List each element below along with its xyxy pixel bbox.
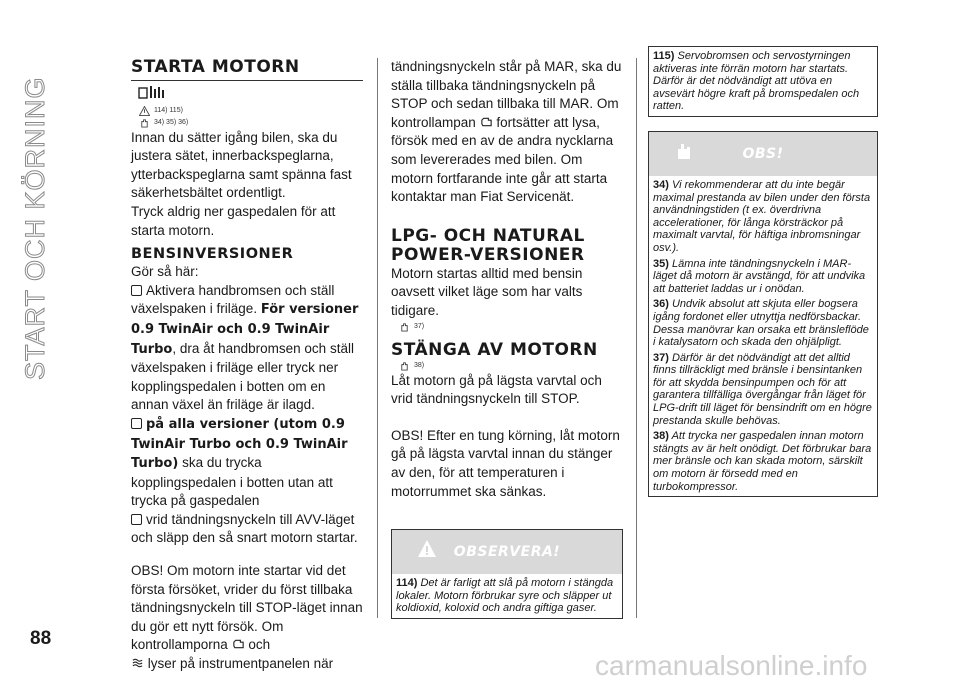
note-38-text: Att trycka ner gaspedalen innan motorn stängts av är helt onödigt. Det förbrukar bara mer bränsle och kan skada motorn, särskilt om motorn är försedd med en turbokompressor. [653, 430, 872, 493]
note-38 [649, 430, 877, 496]
preheat-lamp-icon [131, 657, 144, 669]
lpg-refs [399, 321, 625, 333]
step-2-rest: ska du trycka kopplingspedalen i botten utan att trycka på gaspedalen [131, 455, 333, 509]
column-divider [377, 58, 378, 618]
paragraph-lpg: Motorn startas alltid med bensin oavsett vilket läge som har valts tidigare. [391, 265, 583, 318]
obs-start-text: OBS! Om motorn inte startar vid det första försöket, vrider du först tillbaka tändningsnyckeln till STOP-läget innan du gör ett nytt försök. Om kontrollamporna [131, 563, 363, 653]
checkbox-bullet-icon [131, 418, 142, 429]
och-word: och [248, 637, 271, 653]
section-title-starta-motorn: STARTA MOTORN [131, 57, 300, 77]
hand-stop-icon [399, 361, 410, 371]
engine-warning-lamp-icon [232, 638, 245, 650]
note-114 [392, 574, 622, 618]
footer-watermark[interactable]: carmanualsonline.info [595, 650, 868, 681]
note-35 [649, 258, 877, 299]
column-2 [391, 58, 625, 619]
note-37 [649, 352, 877, 431]
checkbox-bullet-icon [131, 514, 142, 525]
observera-box [391, 529, 623, 619]
observera-header [392, 530, 622, 574]
stanga-ref-number: 38) [414, 361, 425, 369]
paragraph-obs-efter: OBS! Efter en tung körning, låt motorn gå på lägsta varvtal innan du stänger av den, för att temperaturen i motorrummet ska sänkas. [391, 427, 620, 499]
hand-stop-icon [399, 322, 410, 332]
fuel-icon [137, 85, 363, 105]
hand-stop-icon [139, 118, 150, 128]
warning-ref-numbers: 114) 115) [154, 106, 183, 114]
column-divider [636, 58, 637, 618]
page-number: 88 [30, 628, 52, 649]
lpg-ref-number: 37) [414, 322, 425, 330]
note-115-box [648, 46, 878, 117]
stanga-refs [399, 360, 625, 372]
heading-lpg: LPG- OCH NATURAL POWER-VERSIONER [391, 225, 585, 265]
note-refs [139, 117, 363, 129]
step-2 [131, 415, 363, 511]
step-1-text: Aktivera handbromsen och ställ växelspaken i friläge. [131, 282, 335, 317]
title-rule [131, 80, 363, 81]
note-37-number: 37) [653, 351, 669, 364]
paragraph-obs-start [131, 562, 363, 674]
column-1 [131, 58, 363, 674]
note-34-number: 34) [653, 178, 669, 191]
warning-triangle-icon [139, 106, 150, 116]
continue-text-a: tändningsnyckeln står på MAR, ska du ställa tillbaka tändningsnyckeln på STOP och sedan tillbaka till MAR. Om kontrollampan [391, 59, 622, 130]
note-35-number: 35) [653, 257, 669, 270]
step-3-text: vrid tändningsnyckeln till AVV-läget och släpp den så snart motorn startar. [131, 511, 358, 546]
step-1-bold: För versioner 0.9 TwinAir och 0.9 TwinAir Turbo [131, 302, 359, 357]
note-114-text: Det är farligt att slå på motorn i stängda lokaler. Motorn förbrukar syre och släpper ut koldioxid, koloxid och andra giftiga gaser. [396, 577, 614, 615]
note-35-text: Lämna inte tändningsnyckeln i MAR-läget då motorn är avstängd, för att undvika att batteriet laddas ur i onödan. [653, 257, 866, 295]
note-36-text: Undvik absolut att skjuta eller bogsera igång fordonet eller utnyttja nedförsbackar. Dessa manövrar kan orsaka ett bränsleflöde i katalysatorn och skada den ohjälpligt. [653, 298, 869, 349]
note-ref-numbers: 34) 35) 36) [154, 118, 189, 126]
note-34-text: Vi rekommenderar att du inte begär maximal prestanda av bilen under den första användningstiden (t ex. överdrivna accelerationer, för långa körsträckor på maximalt varvtal, för häftiga inbromsningar osv.). [653, 178, 871, 254]
note-36-number: 36) [653, 298, 669, 311]
gor-sa-har: Gör så här: [131, 264, 199, 280]
checkbox-bullet-icon [131, 285, 142, 296]
step-1-rest: , dra åt handbromsen och ställ växelspaken i friläge eller tryck ner kopplingspedalen i botten om en annan växel än friläge är ilagd. [131, 340, 354, 413]
note-36 [649, 298, 877, 351]
engine-warning-lamp-icon [480, 116, 493, 128]
observera-title: OBSERVERA! [453, 544, 561, 561]
note-115 [649, 47, 877, 116]
column-3 [648, 46, 876, 497]
note-115-number: 115) [653, 50, 675, 62]
paragraph-gaspedal: Tryck aldrig ner gaspedalen för att starta motorn. [131, 203, 336, 238]
warning-refs [139, 105, 363, 117]
heading-stanga-av: STÄNGA AV MOTORN [391, 339, 598, 360]
obs-title: OBS! [742, 145, 784, 162]
paragraph-intro: Innan du sätter igång bilen, ska du justera sätet, innerbackspeglarna, ytterbackspeglarna samt spänna fast säkerhetsbältet ordentligt. [131, 129, 352, 201]
step-2-bold: på alla versioner (utom 0.9 TwinAir Turbo och 0.9 TwinAir Turbo) [131, 416, 348, 472]
obs-header [649, 132, 877, 176]
note-38-number: 38) [653, 430, 669, 443]
note-114-number: 114) [396, 577, 418, 590]
note-37-text: Därför är det nödvändigt att det alltid finns tillräckligt med bränsle i bensintanken för att skydda bensinpumpen och för att garantera tillfälliga övergångar från läget för LPG-drift till läget för bensindrift om en högre prestanda skulle behövas. [653, 351, 872, 427]
paragraph-continue [391, 58, 625, 207]
heading-bensinversioner: BENSINVERSIONER [131, 246, 294, 263]
note-34 [649, 176, 877, 258]
paragraph-stanga: Låt motorn gå på lägsta varvtal och vrid tändningsnyckeln till STOP. [391, 372, 602, 407]
lyser-text: lyser på instrumentpanelen när [147, 656, 334, 672]
obs-box [648, 131, 878, 497]
step-1 [131, 282, 363, 415]
step-3 [131, 511, 363, 548]
side-chapter-title: START OCH KÖRNING [20, 76, 50, 380]
continue-text-b: fortsätter att lysa, försök med en av de andra nycklarna som levererades med bilen. Om motorn fortfarande inte går att starta kontaktar man Fiat Servicenät. [391, 114, 614, 205]
note-115-text: Servobromsen och servostyrningen aktiveras inte förrän motorn har startats. Därför är det nödvändigt att utöva en avsevärt högre kraft på bromspedalen och ratten. [653, 50, 860, 113]
